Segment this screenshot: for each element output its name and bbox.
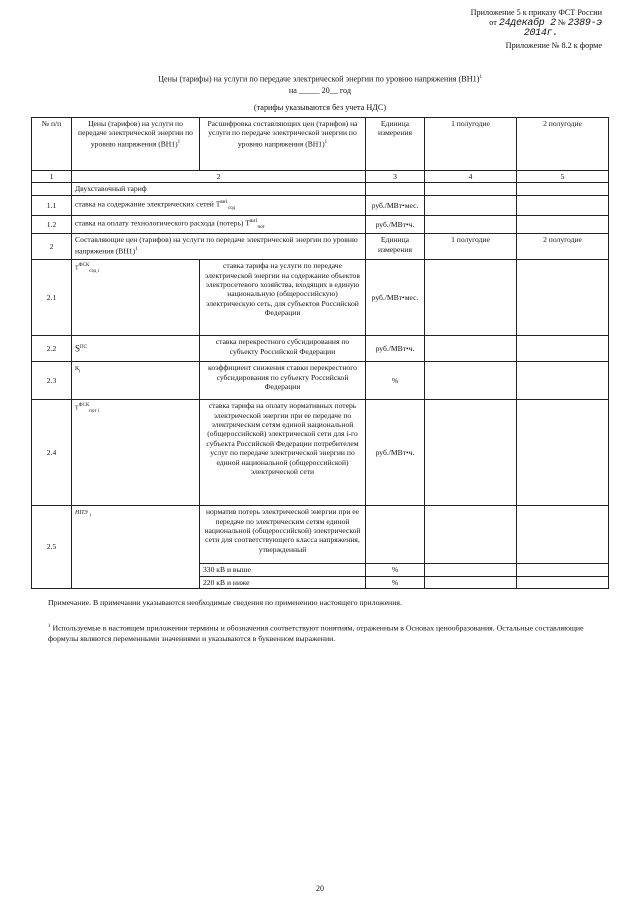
title-line1: Цены (тарифы) на услуги по передаче электрической энергии по уровню напряжения $(ВН1)^1$ (158, 74, 482, 84)
table-row (32, 260, 609, 336)
colnum-3: 3 (366, 171, 425, 183)
row-num: 2 (32, 234, 72, 260)
colnum-5: 5 (517, 171, 609, 183)
colnum-4: 4 (425, 171, 517, 183)
header-decode: Расшифровка составляющих цен (тарифов) на услуги по передаче электрической энергии по уровню напряжения $(ВН1)^1$ (200, 118, 366, 171)
row-unit: руб./МВт•мес. (366, 260, 425, 336)
row-desc: ставка тарифа на оплату нормативных потерь электрической энергии при ее передаче по электрическим сетям единой национальной (общероссийской) электрической сети для i-го субъекта Российской Федерации потребителем услуг по передаче электрической энергии по единой национальной (общероссийской) электрической сети (200, 400, 366, 506)
page-number: 20 (316, 884, 324, 893)
header-half1: 1 полугодие (425, 118, 517, 171)
row-subitem: 220 кВ и ниже (200, 576, 366, 588)
table-row (32, 195, 609, 215)
order-number-label: № (557, 18, 566, 27)
row-symbol: НПЭ $_i$ (72, 506, 200, 589)
footnote-mark: 1 (48, 624, 51, 629)
colnum-2: 2 (72, 171, 366, 183)
order-number-handwritten: 2389-э (567, 18, 602, 29)
order-date-prefix: от (489, 18, 497, 27)
table-row (32, 400, 609, 506)
tariff-table (31, 117, 609, 589)
table-row (32, 362, 609, 400)
title-line3: (тарифы указываются без учета НДС) (253, 102, 387, 112)
title-line2: на _____ 20__ год (288, 85, 352, 95)
colnum-1: 1 (32, 171, 72, 183)
row-desc: ставка тарифа на услуги по передаче электрической энергии на содержание объектов электросетевого хозяйства, входящих в единую национальную (общероссийскую) электрическую сеть, для субъектов Российской Федерации (200, 260, 366, 336)
order-line1: Приложение 5 к приказу ФСТ России (470, 8, 602, 17)
row-desc: коэффициент снижения ставки перекрестного субсидирования по субъекту Российской Федерации (200, 362, 366, 400)
row-text: Составляющие цен (тарифов) на услуги по передаче электрической энергии по уровню напряжения $(ВН1)^1$ (72, 234, 366, 260)
row-desc: норматив потерь электрической энергии при ее передаче по электрическим сетям единой национальной (общероссийской) электрической сети для соответствующего класса напряжения, утвержденный (200, 506, 366, 564)
row-unit: % (366, 576, 425, 588)
order-year-handwritten: 2014г. (523, 28, 558, 39)
row-num: 2.1 (32, 260, 72, 336)
order-reference (471, 8, 602, 51)
header-half2: 2 полугодие (517, 118, 609, 171)
header-num: № п/п (32, 118, 72, 171)
row-subitem: 330 кВ и выше (200, 564, 366, 576)
row-unit: руб./МВт•ч. (366, 400, 425, 506)
table-row (32, 234, 609, 260)
row-num: 1.1 (32, 195, 72, 215)
row-num: 1.2 (32, 215, 72, 233)
row-unit: руб./МВт•ч. (366, 336, 425, 362)
order-date-handwritten: 24декабр 2 (498, 18, 556, 29)
table-row (32, 506, 609, 564)
row-unit: % (366, 564, 425, 576)
table-row (32, 215, 609, 233)
row-half1: 1 полугодие (425, 234, 517, 260)
two-rate-tariff-label: Двухставочный тариф (72, 183, 366, 195)
row-num: 2.5 (32, 506, 72, 589)
header-prices: Цены (тарифов) на услуги по передаче электрической энергии по уровню напряжения $(ВН1)^1$ (72, 118, 200, 171)
row-unit: руб./МВт•ч. (366, 215, 425, 233)
row-symbol: $К_i$ (72, 362, 200, 400)
row-unit: Единица измерения (366, 234, 425, 260)
row-symbol: $S^{ПС}$ (72, 336, 200, 362)
document-title (0, 72, 640, 113)
header-unit: Единица измерения (366, 118, 425, 171)
footnote-text: Используемые в настоящем приложении термины и обозначения соответствуют понятиям, отраженным в Основах ценообразования. Остальные составляющие формулы являются переменными значениями и указываются в буквенном выражении. (48, 623, 584, 643)
row-unit: % (366, 362, 425, 400)
row-symbol: $Т^{ФСК}_{пот i}$ (72, 400, 200, 506)
appendix-reference: Приложение № 8.2 к форме (505, 41, 602, 50)
row-half2: 2 полугодие (517, 234, 609, 260)
row-num: 2.2 (32, 336, 72, 362)
table-header-row (32, 118, 609, 171)
row-desc: ставка перекрестного субсидирования по субъекту Российской Федерации (200, 336, 366, 362)
table-row (32, 183, 609, 195)
footnote (48, 622, 608, 644)
table-note: Примечание. В примечании указываются необходимые сведения по применению настоящего приложения. (48, 598, 402, 607)
table-row (32, 336, 609, 362)
row-text: ставка на содержание электрических сетей $Т^{вн1}_{сод}$ (72, 195, 366, 215)
row-symbol: $Т^{ФСК}_{сод i}$ (72, 260, 200, 336)
row-num: 2.3 (32, 362, 72, 400)
row-num: 2.4 (32, 400, 72, 506)
column-number-row (32, 171, 609, 183)
row-unit: руб./МВт•мес. (366, 195, 425, 215)
row-text: ставка на оплату технологического расхода (потерь) $Т^{вн1}_{пот}$ (72, 215, 366, 233)
